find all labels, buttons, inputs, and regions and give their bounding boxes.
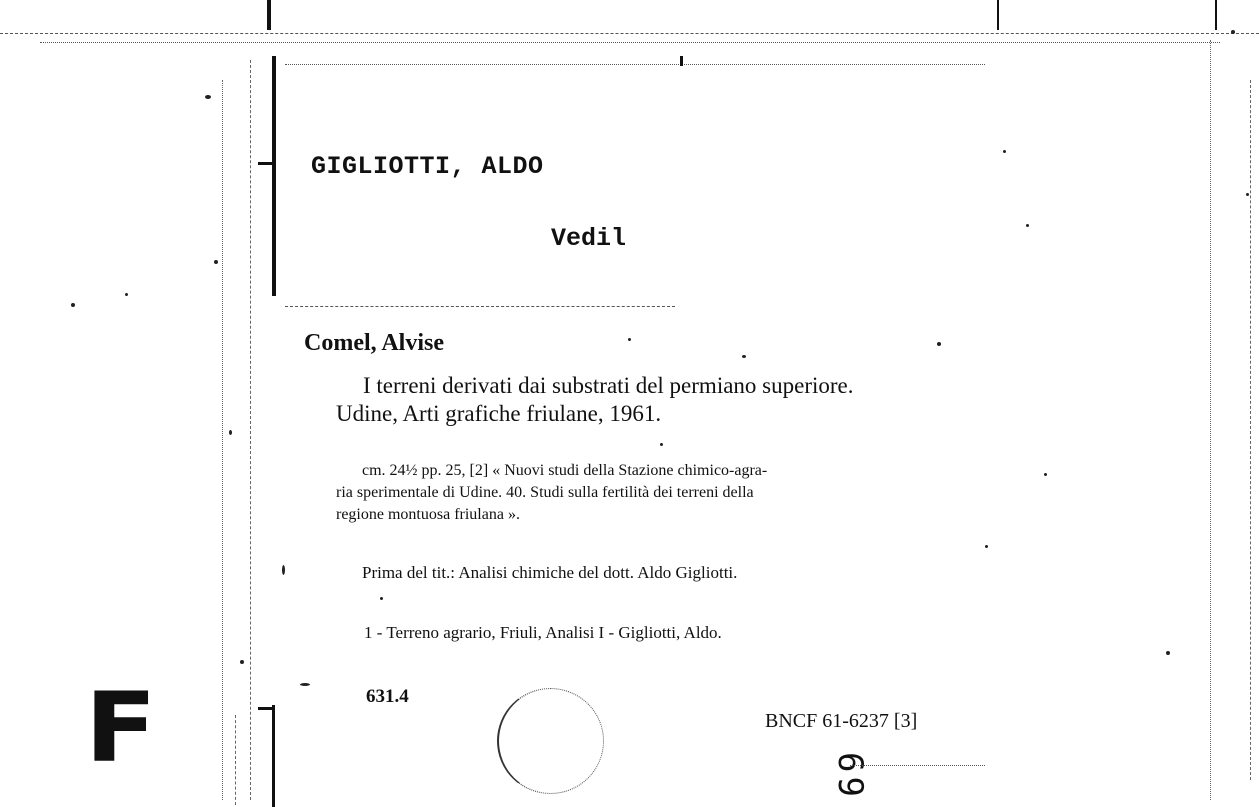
reference-heading: GIGLIOTTI, ALDO — [311, 152, 544, 181]
speck — [1044, 473, 1047, 476]
speck — [71, 303, 75, 307]
general-note: Prima del tit.: Analisi chimiche del dott. Aldo Gigliotti. — [362, 563, 738, 582]
speck — [985, 545, 988, 548]
title-line-2: Udine, Arti grafiche friulane, 1961. — [336, 401, 662, 426]
speck — [660, 443, 663, 446]
speck — [214, 260, 218, 264]
speck — [628, 338, 631, 341]
margin-letter-mark: F — [84, 672, 157, 784]
speck — [380, 597, 383, 600]
classification-number: 631.4 — [366, 686, 409, 707]
top-far-right-tick — [1215, 0, 1217, 30]
corner-stamp-line — [850, 765, 985, 766]
speck — [1246, 193, 1249, 196]
top-border-line — [0, 33, 1259, 34]
punch-hole-outline — [497, 688, 604, 794]
upper-card-left-edge — [272, 56, 276, 296]
top-right-tick — [997, 0, 999, 30]
speck — [1003, 150, 1006, 153]
speck — [229, 430, 232, 435]
collation-line-1: cm. 24½ pp. 25, [2] « Nuovi studi della Stazione chimico-agra- — [362, 462, 768, 479]
card-top-edge — [285, 64, 985, 65]
top-left-tick — [267, 0, 271, 30]
see-reference-label: Vedil — [551, 224, 627, 253]
top-border-line-2 — [40, 42, 1220, 43]
subject-tracings: 1 - Terreno agrario, Friuli, Analisi I - Gigliotti, Aldo. — [364, 623, 722, 642]
lower-card-left-edge — [272, 705, 275, 807]
left-noise-column-2 — [250, 60, 251, 800]
collation-line-3: regione montuosa friulana ». — [336, 506, 520, 523]
speck — [937, 342, 941, 346]
speck — [300, 683, 310, 686]
right-noise-column-2 — [1250, 80, 1251, 780]
speck — [1231, 30, 1235, 34]
speck — [742, 355, 746, 358]
right-noise-column — [1210, 40, 1211, 800]
title-line-1: I terreni derivati dai substrati del permiano superiore. — [363, 373, 854, 398]
speck — [1166, 651, 1170, 655]
speck — [282, 565, 285, 575]
corner-stamp-number: 69 — [830, 752, 870, 801]
speck — [240, 660, 244, 664]
speck — [205, 95, 211, 99]
card-top-notch — [680, 56, 683, 66]
shelfmark: BNCF 61-6237 [3] — [765, 710, 918, 732]
upper-card-left-tick — [258, 162, 274, 165]
lower-left-noise — [235, 715, 236, 805]
upper-card-bottom-edge — [285, 306, 675, 307]
collation-line-2: ria sperimentale di Udine. 40. Studi sulla fertilità dei terreni della — [336, 484, 754, 501]
lower-card-left-tick — [258, 707, 274, 710]
author-heading: Comel, Alvise — [304, 330, 444, 356]
left-noise-column — [222, 80, 223, 800]
speck — [1026, 224, 1029, 227]
speck — [125, 293, 128, 296]
